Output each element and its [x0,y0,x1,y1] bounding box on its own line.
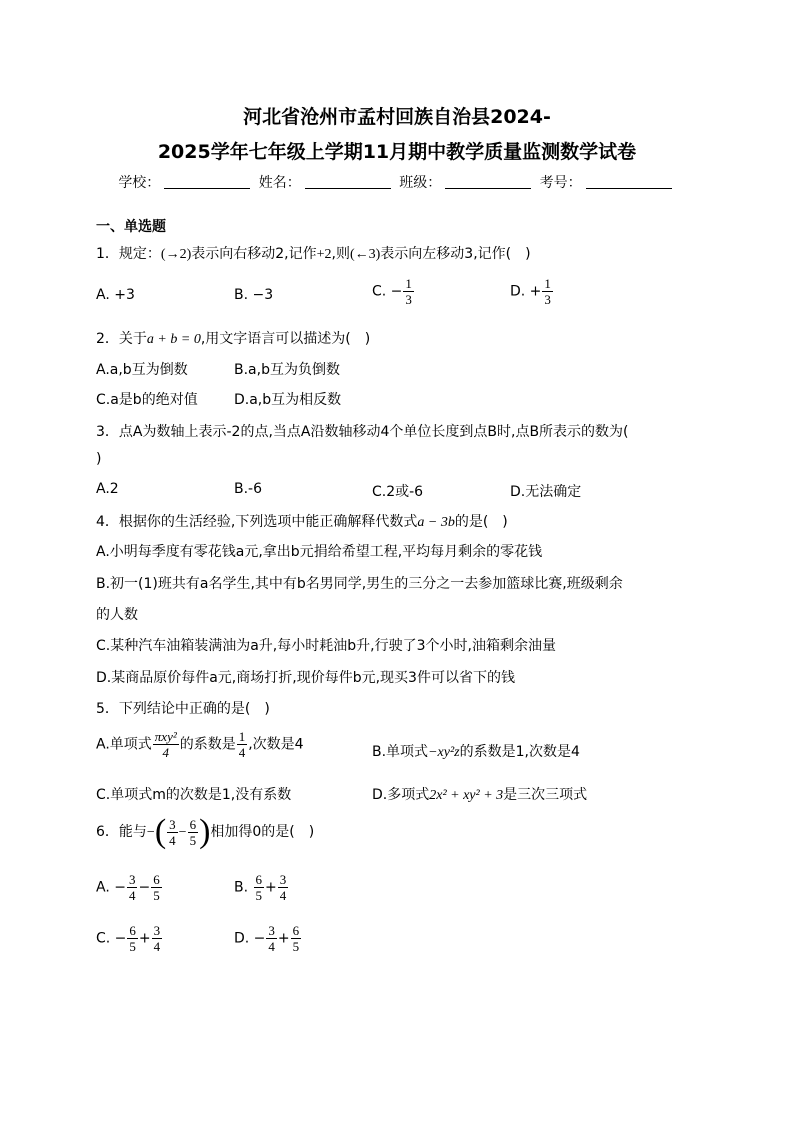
fraction [254,872,265,903]
fraction-denominator: 5 [129,939,136,954]
q6-number: 6． [96,824,119,840]
q1-text-a: 规定： [118,246,161,262]
q3-option-a[interactable]: A.2 [96,481,119,497]
fraction [127,872,138,903]
question-2 [96,328,370,348]
fraction-denominator: 3 [544,292,551,307]
q6-option-c-label: C. − [96,930,127,947]
q6-option-b-label: B. [234,879,253,896]
q1-expr-1: (→2) [160,247,192,262]
fraction [151,872,162,903]
q5-option-a-text-a: A.单项式 [96,736,152,753]
question-6: 6．能与−( $\frac{3}{4}$ − $\frac{6}{5}$ )相加得0的是( ) [96,813,315,850]
student-info-row [0,172,794,192]
q6-option-a[interactable] [96,872,163,903]
fraction-numerator: 6 [189,816,197,832]
q3-option-d[interactable]: D.无法确定 [510,484,582,500]
q1-expr-2: +2 [316,247,332,262]
q5-option-d[interactable] [372,784,587,804]
q6-option-d[interactable] [234,923,302,954]
q1-option-c-prefix: C. − [372,283,403,300]
q5-option-d-text-b: 是三次三项式 [503,787,588,803]
fraction [278,872,289,903]
fraction-numerator: 6 [129,923,136,938]
school-label: 学校： [118,175,161,191]
exam-number-blank[interactable] [586,174,672,189]
q4-option-b-continued: 的人数 [96,607,138,623]
q5-option-a-text-b: 的系数是 [179,736,236,753]
q6-text-a: 能与 [118,824,147,840]
q5-option-d-expr: 2x² + xy² + 3 [429,788,504,803]
q3-text-continued: ) [96,451,102,467]
title-line-2: 2025学年七年级上学期11月期中教学质量监测数学试卷 [157,141,637,163]
q4-expr: a − 3b [417,515,455,530]
q6-option-d-label: D. − [234,930,266,947]
q1-text-b: 表示向右移动2,记作 [191,246,317,262]
fraction-numerator: 1 [405,276,412,291]
title-line-1: 河北省沧州市孟村回族自治县2024- [243,106,551,128]
class-blank[interactable] [445,174,531,189]
left-paren: ( [154,813,167,850]
fraction-numerator: 6 [153,872,160,887]
q4-option-d[interactable]: D.某商品原价每件a元,商场打折,现价每件b元,现买3件可以省下的钱 [96,670,515,686]
q5-option-a-coefficient [237,729,248,760]
school-blank[interactable] [164,174,250,189]
fraction [127,923,138,954]
q5-option-b-text-a: B.单项式 [372,744,429,760]
fraction-numerator: 6 [255,872,263,887]
fraction-denominator: 4 [238,745,246,760]
q1-option-d-fraction [542,276,553,307]
q2-option-a[interactable]: A.a,b互为倒数 [96,362,188,378]
q4-text-a: 根据你的生活经验,下列选项中能正确解释代数式 [118,514,418,530]
q6-fraction-2 [188,817,199,848]
q5-option-a-monomial [153,729,179,760]
right-paren: ) [199,813,211,850]
q1-option-c-fraction [403,276,414,307]
q4-option-a[interactable]: A.小明每季度有零花钱a元,拿出b元捐给希望工程,平均每月剩余的零花钱 [96,544,543,560]
class-label: 班级： [399,175,442,191]
operator: + [138,930,151,947]
question-5 [96,698,270,718]
q2-option-c[interactable]: C.a是b的绝对值 [96,392,198,408]
q4-option-c[interactable]: C.某种汽车油箱装满油为a升,每小时耗油b升,行驶了3个小时,油箱剩余油量 [96,638,556,654]
fraction-numerator: πxy² [154,729,177,744]
fraction-denominator: 4 [153,939,161,954]
name-label: 姓名： [258,175,301,191]
fraction-denominator: 5 [292,939,300,954]
fraction-numerator: 6 [292,923,300,938]
operator: − [138,879,151,896]
q1-text-c: ,则 [331,246,350,262]
q5-number: 5． [96,701,119,717]
q5-text: 下列结论中正确的是( ) [118,701,270,717]
fraction-numerator: 3 [128,872,136,887]
section-heading: 一、单选题 [96,219,166,235]
q6-fraction-1 [167,817,178,848]
fraction-numerator: 3 [169,816,176,832]
fraction-numerator: 1 [544,276,551,291]
q5-option-a-text-c: ,次数是4 [248,736,304,753]
question-3 [96,421,629,441]
operator: + [265,879,277,896]
q3-number: 3． [96,424,119,440]
q2-expr: a + b = 0 [146,332,201,347]
q1-expr-3: (←3) [349,247,381,262]
q4-text-b: 的是( ) [454,514,508,530]
q2-option-d[interactable]: D.a,b互为相反数 [234,392,342,408]
fraction-denominator: 3 [405,292,412,307]
q5-option-a[interactable] [96,729,304,760]
name-blank[interactable] [305,174,391,189]
fraction-denominator: 4 [169,832,176,848]
operator: + [277,930,290,947]
q5-option-b[interactable] [372,741,580,761]
q2-text-b: ,用文字语言可以描述为( ) [200,331,371,347]
q1-option-a[interactable]: A. +3 [96,287,135,303]
question-1 [96,243,531,263]
q6-option-b[interactable] [234,872,289,903]
fraction [291,923,302,954]
fraction-denominator: 5 [189,832,197,848]
q5-option-c[interactable]: C.单项式m的次数是1,没有系数 [96,787,292,803]
fraction-numerator: 3 [279,872,287,887]
q1-option-d-prefix: D. + [510,283,542,300]
q3-text: 点A为数轴上表示-2的点,当点A沿数轴移动4个单位长度到点B时,点B所表示的数为( [118,424,629,440]
q5-option-d-text-a: D.多项式 [372,787,430,803]
q6-minus: − [146,825,155,840]
q4-number: 4． [96,514,119,530]
fraction-denominator: 4 [268,939,275,954]
q5-option-b-expr: −xy²z [428,745,460,760]
fraction-denominator: 4 [162,745,169,760]
question-4 [96,511,508,531]
fraction-denominator: 5 [255,888,263,903]
fraction-numerator: 3 [153,923,161,938]
fraction [152,923,163,954]
fraction [266,923,277,954]
exam-number-label: 考号： [539,175,582,191]
q6-option-a-label: A. − [96,879,126,896]
fraction-numerator: 3 [268,923,275,938]
q1-option-d[interactable] [510,276,554,307]
q1-option-c[interactable] [372,276,415,307]
q2-number: 2． [96,331,119,347]
q5-option-b-text-b: 的系数是1,次数是4 [459,744,580,760]
q2-text-a: 关于 [118,331,147,347]
q1-number: 1． [96,246,119,262]
fraction-denominator: 4 [128,888,136,903]
q2-option-b[interactable]: B.a,b互为负倒数 [234,362,340,378]
q1-option-b[interactable]: B. −3 [234,287,274,303]
fraction-numerator: 1 [238,729,246,744]
q3-option-b[interactable]: B.-6 [234,481,263,497]
q3-option-c[interactable]: C.2或-6 [372,484,424,500]
fraction-denominator: 4 [279,888,287,903]
q6-text-b: 相加得0的是( ) [210,824,315,840]
fraction-denominator: 5 [153,888,160,903]
q4-option-b[interactable]: B.初一(1)班共有a名学生,其中有b名男同学,男生的三分之一去参加篮球比赛,班级剩余 [96,576,623,592]
q1-text-d: 表示向左移动3,记作( ) [380,246,531,262]
q6-option-c[interactable] [96,923,163,954]
